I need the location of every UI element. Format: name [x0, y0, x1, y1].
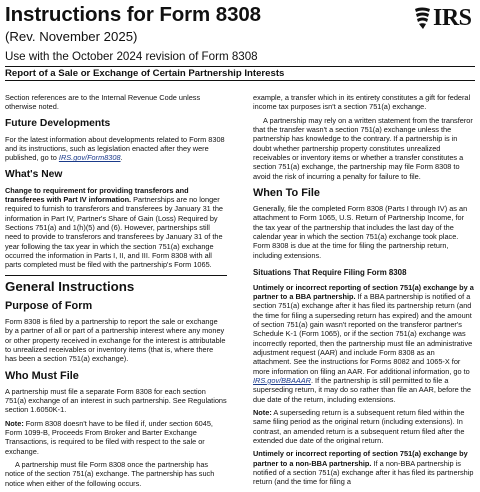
right-column — [253, 93, 475, 491]
whats-new-text — [5, 186, 227, 270]
form-subtitle: Report of a Sale or Exchange of Certain Partnership Interests — [5, 68, 285, 79]
note-1099b — [5, 419, 227, 456]
purpose-heading: Purpose of Form — [5, 299, 93, 312]
non-bba-bold: Untimely or incorrect reporting of section 751(a) exchange by partner to a non-BBA partnership. — [253, 449, 468, 468]
document-title: Instructions for Form 8308 — [5, 3, 261, 26]
note2-body: A superseding return is a subsequent return filed within the same filing period as the original return (including extensions). In contrast, an amended return is a subsequent return filed after the extended due date of the original return. — [253, 407, 465, 445]
future-text: For the latest information about developments related to Form 8308 and its instructions, such as legislation enacted after they were published, go to — [5, 134, 225, 163]
irs-logo — [413, 6, 475, 32]
non-bba-body: If a non-BBA partnership is notified of a section 751(a) exchange after it has filed its partnership return (and the time for filing a — [253, 458, 474, 487]
subtitle-bar — [5, 66, 475, 81]
intro-text: Section references are to the Internal Revenue Code unless otherwise noted. — [5, 93, 201, 112]
whats-new-heading: What's New — [5, 168, 63, 180]
who-must-file-text: A partnership must file a separate Form 8308 for each section 751(a) exchange of an interest in such partnership. See Regulations section 1.6050K-1. — [5, 386, 227, 415]
purpose-text: Form 8308 is filed by a partnership to report the sale or exchange by a partner of all or part of a partnership interest where any money or other property received in exchange for the interest is attributable to unrealized receivables or inventory items (that is, where there has been a section 751(a) exchange). — [5, 316, 226, 364]
whats-new-bold: Change to requirement for providing transferors and transferees with Part IV information. — [5, 185, 189, 205]
note-body: Form 8308 doesn't have to be filed if, under section 6045, Form 1099-B, Proceeds From Broker and Barter Exchange Transactions, is required to be filed with respect to the sale or exchange. — [5, 418, 213, 456]
bba-aar-link[interactable]: IRS.gov/BBAAAR — [253, 375, 311, 385]
form8308-link[interactable]: IRS.gov/Form8308 — [58, 153, 121, 163]
situations-heading: Situations That Require Filing Form 8308 — [253, 268, 407, 278]
future-end: . — [120, 153, 123, 163]
left-column — [5, 93, 227, 492]
when-to-file-heading: When To File — [253, 187, 320, 200]
future-developments-text — [5, 135, 227, 163]
continued-text: example, a transfer which in its entirety constitutes a gift for federal income tax purposes isn't a section 751(a) exchange. — [253, 93, 471, 112]
when-to-file-text: Generally, file the completed Form 8308 (Parts I through IV) as an attachment to Form 1065, U.S. Return of Partnership Income, for the tax year of the partnership that includes the last day of the calendar year in which the section 751(a) exchange took place. Form 8308 is due at the time for filing the partnership return, including extensions. — [253, 204, 468, 260]
bba-situation-text — [253, 283, 475, 404]
future-developments-heading: Future Developments — [5, 117, 111, 129]
whats-new-body: Partnerships are no longer required to furnish to transferors and transferees by January 31 the information in Part IV, Partner's Share of Gain (Loss) Required by Sections 751(a) and 1(h)(5) and (6). However, partnerships still need to provide to transferors and transferees by January 31 of the year following the tax year in which the section 751(a) exchange occurred the information in Parts I, II, and III. Form 8308 with all parts completed must be filed with the partnership's Form 1065. — [5, 195, 223, 270]
eagle-icon — [413, 6, 432, 30]
note2-label: Note: — [253, 407, 272, 417]
revision-date: (Rev. November 2025) — [5, 29, 138, 44]
general-instructions-heading: General Instructions — [5, 275, 227, 294]
bba-body: If a BBA partnership is notified of a section 751(a) exchange after it has filed its partnership return (and the time for filing a superseding return has expired) and the amount of section 751(a) gain wasn't reported on the transferor partner's Schedule K-1 (Form 1065), or if the section 751(a) exchange was incorrectly reported, then the partnership must file an administrative adjustment request (AAR) and include Form 8308 as an attachment. See the instructions for Forms 8082 and 1065-X for more information on filing an AAR. For additional information, go to — [253, 291, 473, 376]
non-bba-situation-text — [253, 449, 475, 486]
written-statement-text: A partnership may rely on a written statement from the transferor that the transfer wasn't a section 751(a) exchange unless the partnership has knowledge to the contrary. If a partnership is in doubt whether partnership property constitutes unrealized receivables or inventory items or whether a transfer constitutes a section 751(a) exchange, the partnership may file Form 8308 to avoid the risk of incurring a penalty for failure to file. — [253, 115, 473, 181]
note-label: Note: — [5, 418, 24, 428]
use-with-line: Use with the October 2024 revision of Form 8308 — [5, 50, 258, 63]
superseding-note — [253, 408, 475, 445]
notice-text: A partnership must file Form 8308 once the partnership has notice of the section 751(a) exchange. The partnership has such notice when either of the following occurs. — [5, 459, 215, 488]
who-must-file-heading: Who Must File — [5, 369, 79, 382]
bba-end: . If the partnership is still permitted to file a superseding return, it may do so rather than file an AAR, before the due date of the return, including extensions. — [253, 375, 471, 404]
bba-bold: Untimely or incorrect reporting of section 751(a) exchange by a partner to a BBA partnership. — [253, 282, 474, 301]
irs-logo-text: IRS — [433, 5, 472, 31]
